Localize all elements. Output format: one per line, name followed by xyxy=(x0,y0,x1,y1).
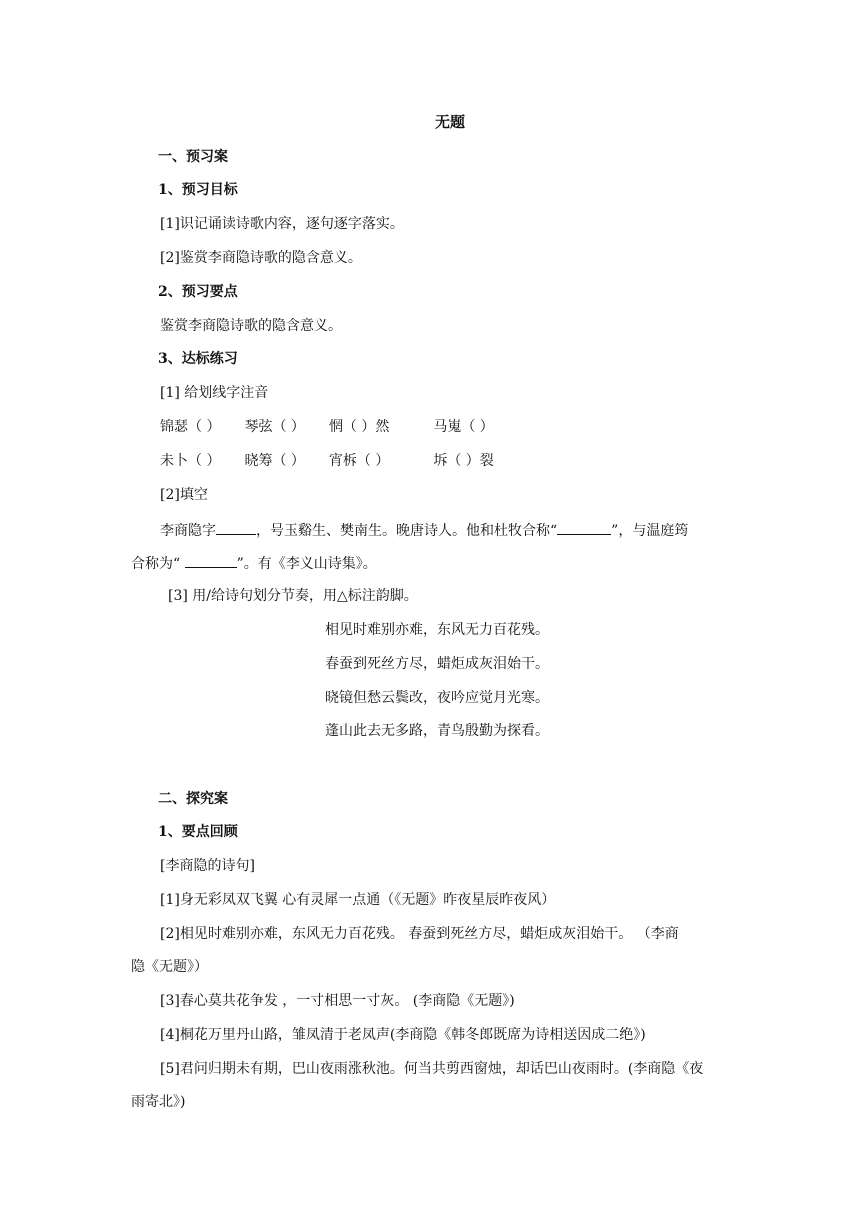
verse-item-2-line-2: 隐《无题》） xyxy=(131,959,208,975)
page-title: 无题 xyxy=(434,113,465,131)
pinyin-blank[interactable]: 宵柝（ ） xyxy=(328,453,390,469)
poem-line-4: 蓬山此去无多路，青鸟殷勤为探看。 xyxy=(325,723,549,739)
fill-blank-li-du[interactable] xyxy=(557,520,611,535)
pinyin-blank[interactable]: 惘（ ）然 xyxy=(328,419,390,435)
question-2: [2]填空 xyxy=(160,487,208,503)
verse-item-1: [1]身无彩凤双飞翼 心有灵犀一点通（《无题》昨夜星辰昨夜风） xyxy=(160,892,556,908)
poem-line-1: 相见时难别亦难，东风无力百花残。 xyxy=(325,622,549,638)
verse-item-3: [3]春心莫共花争发 ，一寸相思一寸灰。 (李商隐《无题》) xyxy=(160,993,515,1009)
poem-line-3: 晓镜但愁云鬓改，夜吟应觉月光寒。 xyxy=(325,690,549,706)
fill-line-2: 合称为“ ”。有《李义山诗集》。 xyxy=(131,553,377,573)
pinyin-blank[interactable]: 锦瑟（ ） xyxy=(160,419,221,435)
review-subheading: [李商隐的诗句] xyxy=(160,858,255,874)
question-1: [1] 给划线字注音 xyxy=(160,385,269,401)
pinyin-row-1 xyxy=(160,418,494,436)
pinyin-blank[interactable]: 晓筹（ ） xyxy=(244,453,305,469)
preview-points-text: 鉴赏李商隐诗歌的隐含意义。 xyxy=(160,318,342,334)
verse-item-4: [4]桐花万里丹山路，雏凤清于老凤声(李商隐《韩冬郎既席为诗相送因成二绝》) xyxy=(160,1027,646,1043)
review-heading: 1、要点回顾 xyxy=(158,824,238,840)
preview-goals-heading: 1、预习目标 xyxy=(158,182,238,198)
preview-points-heading: 2、预习要点 xyxy=(158,284,238,300)
verse-item-5-line-1: [5]君问归期未有期，巴山夜雨涨秋池。何当共剪西窗烛，却话巴山夜雨时。(李商隐《夜 xyxy=(160,1061,704,1077)
goal-item-2: [2]鉴赏李商隐诗歌的隐含意义。 xyxy=(160,250,362,266)
section-2-heading: 二、探究案 xyxy=(158,791,228,807)
section-1-heading: 一、预习案 xyxy=(158,149,228,165)
fill-blank-style-name[interactable] xyxy=(216,520,256,535)
fill-line-1: 李商隐字 ，号玉谿生、樊南生。晚唐诗人。他和杜牧合称“ ”，与温庭筠 xyxy=(160,520,688,540)
pinyin-row-2 xyxy=(160,452,494,470)
fill-blank-wen-li[interactable] xyxy=(185,553,237,568)
poem-line-2: 春蚕到死丝方尽，蜡炬成灰泪始干。 xyxy=(325,656,549,672)
pinyin-blank[interactable]: 琴弦（ ） xyxy=(244,419,305,435)
pinyin-blank[interactable]: 马嵬（ ） xyxy=(433,419,494,435)
goal-item-1: [1]识记诵读诗歌内容，逐句逐字落实。 xyxy=(160,216,404,232)
pinyin-blank[interactable]: 坼（ ）裂 xyxy=(433,453,494,469)
question-3: [3] 用/给诗句划分节奏，用△标注韵脚。 xyxy=(168,588,418,604)
pinyin-blank[interactable]: 未卜（ ） xyxy=(160,453,221,469)
verse-item-2-line-1: [2]相见时难别亦难，东风无力百花残。 春蚕到死丝方尽，蜡炬成灰泪始干。 （李商 xyxy=(160,926,679,942)
exercise-heading: 3、达标练习 xyxy=(158,351,238,367)
verse-item-5-line-2: 雨寄北》) xyxy=(131,1094,186,1110)
